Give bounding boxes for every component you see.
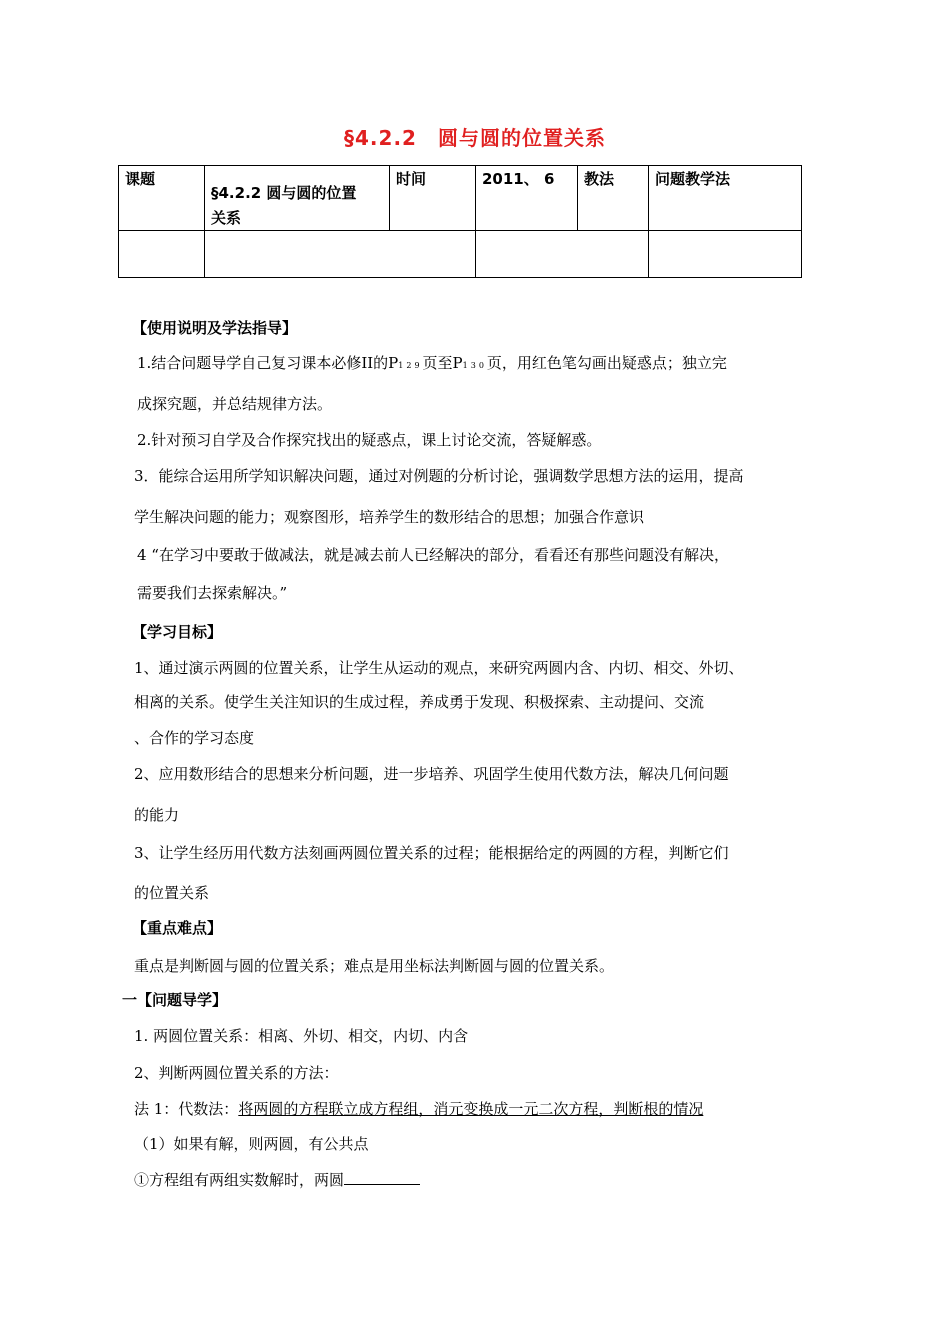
question-2: 2、判断两圆位置关系的方法： [134,1064,339,1082]
page-title: §4.2.2 圆与圆的位置关系 [344,126,606,150]
goal-1: 1、通过演示两圆的位置关系，让学生从运动的观点，来研究两圆内含、内切、相交、外切、 [134,659,744,677]
goal-2-cont: 的能力 [134,806,180,824]
method-1-label: 法 1：代数法： [134,1100,239,1118]
cell-empty-4 [649,231,802,278]
heading-key-points: 【重点难点】 [132,919,223,937]
instruction-3-cont: 学生解决问题的能力；观察图形，培养学生的数形结合的思想；加强合作意识 [134,508,645,526]
info-table [118,165,802,278]
instruction-1-a: 1.结合问题导学自己复习课本必修II的P [137,354,399,372]
goal-2: 2、应用数形结合的思想来分析问题，进一步培养、巩固学生使用代数方法，解决几何问题 [134,765,729,783]
instruction-1-cont: 成探究题，并总结规律方法。 [137,395,333,413]
instruction-1-b: 页至P [422,354,463,372]
instruction-1 [137,353,727,376]
cell-time-value: 2011、 6 [476,166,578,231]
goal-1-cont: 相离的关系。使学生关注知识的生成过程，养成勇于发现、积极探索、主动提问、交流 [134,693,705,711]
instruction-3: 3．能综合运用所学知识解决问题，通过对例题的分析讨论，强调数学思想方法的运用，提高 [134,467,744,485]
question-1: 1. 两圆位置关系：相离、外切、相交，内切、内含 [134,1027,469,1045]
answer-blank [344,1170,420,1185]
goal-3: 3、让学生经历用代数方法刻画两圆位置关系的过程；能根据给定的两圆的方程，判断它们 [134,844,729,862]
key-points-text: 重点是判断圆与圆的位置关系；难点是用坐标法判断圆与圆的位置关系。 [134,957,615,975]
instruction-1-c: 页，用红色笔勾画出疑惑点；独立完 [486,354,727,372]
case-1: （1）如果有解，则两圆，有公共点 [134,1135,369,1153]
instruction-4: 4 “在学习中要敢于做减法，就是减去前人已经解决的部分，看看还有那些问题没有解决， [137,546,729,564]
instruction-4-cont: 需要我们去探索解决。” [137,584,288,602]
page-sub-2: 130 [462,361,487,370]
goal-1-cont2: 、合作的学习态度 [134,729,255,747]
heading-instructions: 【使用说明及学法指导】 [132,319,298,337]
heading-goals: 【学习目标】 [132,623,223,641]
cell-topic-value [205,166,390,231]
topic-line2: 关系 [211,209,242,227]
cell-empty-1 [119,231,205,278]
topic-line1: §4.2.2 圆与圆的位置 [211,184,357,202]
instruction-2: 2.针对预习自学及合作探究找出的疑惑点，课上讨论交流，答疑解惑。 [137,431,602,449]
method-1 [134,1099,703,1119]
goal-3-cont: 的位置关系 [134,884,210,902]
cell-empty-3 [476,231,649,278]
case-1-item [134,1170,420,1190]
case-1-item-text: ①方程组有两组实数解时，两圆 [134,1171,345,1189]
cell-topic-label: 课题 [119,166,205,231]
heading-guided-questions: 一【问题导学】 [122,991,228,1009]
cell-time-label: 时间 [390,166,476,231]
cell-method-label: 教法 [578,166,649,231]
method-1-desc: 将两圆的方程联立成方程组，消元变换成一元二次方程，判断根的情况 [238,1100,704,1118]
page-sub-1: 129 [398,361,423,370]
cell-method-value: 问题教学法 [649,166,802,231]
cell-empty-2 [205,231,476,278]
